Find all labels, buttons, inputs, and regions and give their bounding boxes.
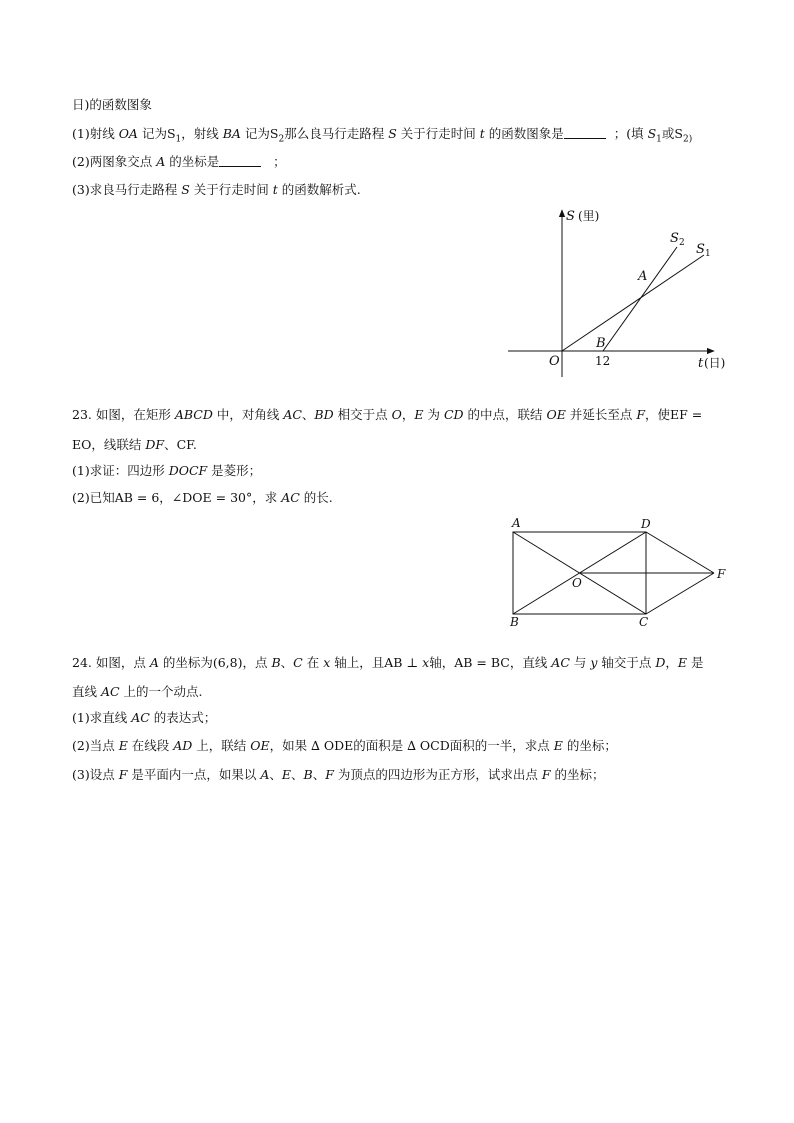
- y-axis-label: S: [566, 209, 575, 224]
- ray-s1: [562, 255, 704, 351]
- q24-part1: (1)求直线 AC 的表达式；: [72, 710, 217, 725]
- q24-line1: 24. 如图，点 A 的坐标为(6,8)，点 B、C 在 x 轴上，且AB ⊥ x轴，AB = BC，直线 AC 与 y 轴交于点 D，E 是: [72, 655, 704, 670]
- q22-part1: (1)射线 OA 记为$S_1$，射线 BA 记为$S_2$那么良马行走路程 S 关于行走时间 t 的函数图象是 ；(填 $S_1$或$S_{2)}$: [72, 126, 693, 145]
- q22-continuation: 日)的函数图象: [72, 97, 152, 112]
- segment-df: [646, 532, 714, 573]
- s1-label: S: [696, 242, 705, 257]
- point-f-label: F: [717, 567, 726, 581]
- x-axis-label: t: [698, 356, 704, 371]
- s1-label-sub: 1: [705, 249, 711, 259]
- point-b-label: B: [596, 336, 606, 351]
- q23-rectangle-figure: [500, 512, 740, 632]
- origin-label: O: [549, 354, 560, 369]
- q24-part2: (2)当点 E 在线段 AD 上，联结 OE，如果 ∆ ODE的面积是 ∆ OCD面积的一半，求点 E 的坐标；: [72, 738, 617, 753]
- vertex-a-label: A: [512, 516, 521, 530]
- y-axis-unit: (里): [578, 209, 600, 223]
- q22-part3: (3)求良马行走路程 S 关于行走时间 t 的函数解析式.: [72, 182, 361, 197]
- vertex-d-label: D: [641, 517, 651, 531]
- q22-part2: (2)两图象交点 A 的坐标是 ；: [72, 154, 286, 169]
- q23-line2: EO，线联结 DF、CF.: [72, 437, 197, 452]
- point-a-label: A: [638, 269, 648, 284]
- tick-12-label: 12: [595, 354, 611, 368]
- q22-function-graph: [500, 200, 740, 385]
- q23-line1: 23. 如图，在矩形 ABCD 中，对角线 AC、BD 相交于点 O，E 为 CD 的中点，联结 OE 并延长至点 F，使EF =: [72, 407, 703, 422]
- vertex-b-label: B: [510, 615, 519, 629]
- point-o-label: O: [572, 576, 582, 590]
- q24-part3: (3)设点 F 是平面内一点，如果以 A、E、B、F 为顶点的四边形为正方形，试求出点 F 的坐标；: [72, 767, 605, 782]
- answer-blank[interactable]: [219, 154, 261, 167]
- ray-s2: [603, 247, 677, 351]
- q24-line2: 直线 AC 上的一个动点.: [72, 684, 203, 699]
- vertex-c-label: C: [639, 615, 649, 629]
- answer-blank[interactable]: [564, 126, 606, 139]
- q23-part1: (1)求证：四边形 DOCF 是菱形；: [72, 463, 262, 478]
- x-axis-unit: (日): [704, 356, 726, 370]
- s2-label-sub: 2: [679, 238, 685, 248]
- segment-cf: [646, 573, 714, 614]
- s2-label: S: [670, 231, 679, 246]
- q23-part2: (2)已知AB = 6，∠DOE = 30°，求 AC 的长.: [72, 490, 333, 505]
